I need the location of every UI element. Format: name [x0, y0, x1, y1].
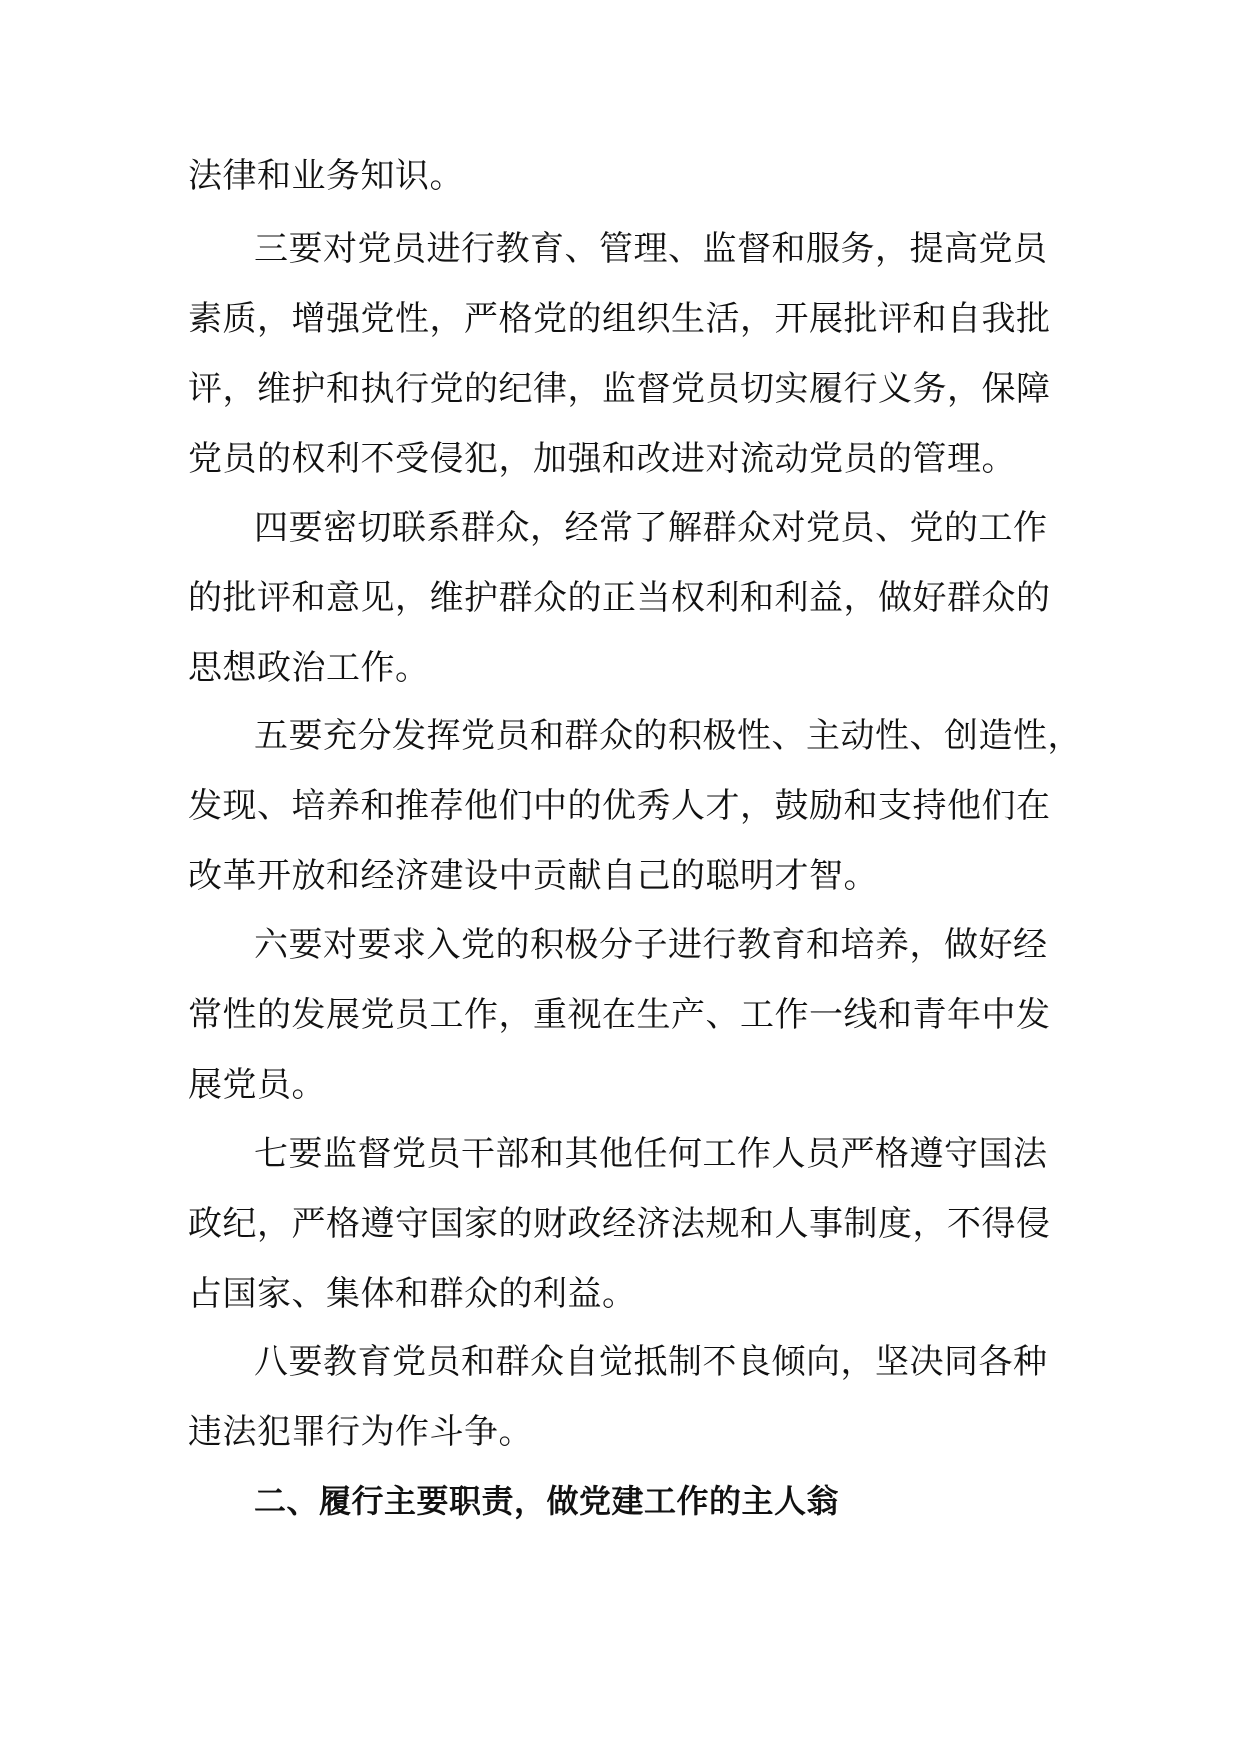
paragraph-item-8: [188, 1327, 1088, 1467]
text-line: 违法犯罪行为作斗争。: [188, 1412, 533, 1452]
text-line: 常性的发展党员工作，重视在生产、工作一线和青年中发: [188, 995, 1051, 1035]
text-line: 占国家、集体和群众的利益。: [188, 1274, 637, 1314]
text-line: 八要教育党员和群众自觉抵制不良倾向，坚决同各种: [254, 1342, 1048, 1382]
paragraph-item-3: [188, 214, 1088, 494]
paragraph-item-7: [188, 1119, 1088, 1329]
text-line: 七要监督党员干部和其他任何工作人员严格遵守国法: [254, 1134, 1048, 1174]
paragraph-item-5: [188, 701, 1088, 911]
section-heading: [188, 1466, 1088, 1536]
text-line: 三要对党员进行教育、管理、监督和服务，提高党员: [254, 229, 1048, 269]
text-line: 改革开放和经济建设中贡献自己的聪明才智。: [188, 856, 878, 896]
text-line: 五要充分发挥党员和群众的积极性、主动性、创造性，: [254, 716, 1082, 756]
heading-line: 二、履行主要职责，做党建工作的主人翁: [254, 1482, 840, 1520]
text-line: 思想政治工作。: [188, 648, 430, 688]
text-line: 素质，增强党性，严格党的组织生活，开展批评和自我批: [188, 299, 1051, 339]
text-line: 的批评和意见，维护群众的正当权利和利益，做好群众的: [188, 578, 1051, 618]
text-line: 评，维护和执行党的纪律，监督党员切实履行义务，保障: [188, 369, 1051, 409]
paragraph-item-4: [188, 493, 1088, 703]
paragraph-continuation: [188, 141, 1088, 211]
text-line: 政纪，严格遵守国家的财政经济法规和人事制度，不得侵: [188, 1204, 1051, 1244]
text-line: 法律和业务知识。: [188, 156, 464, 196]
text-line: 展党员。: [188, 1065, 326, 1105]
text-line: 六要对要求入党的积极分子进行教育和培养，做好经: [254, 925, 1048, 965]
text-line: 发现、培养和推荐他们中的优秀人才，鼓励和支持他们在: [188, 786, 1051, 826]
text-line: 党员的权利不受侵犯，加强和改进对流动党员的管理。: [188, 439, 1016, 479]
paragraph-item-6: [188, 910, 1088, 1120]
text-line: 四要密切联系群众，经常了解群众对党员、党的工作: [254, 508, 1048, 548]
